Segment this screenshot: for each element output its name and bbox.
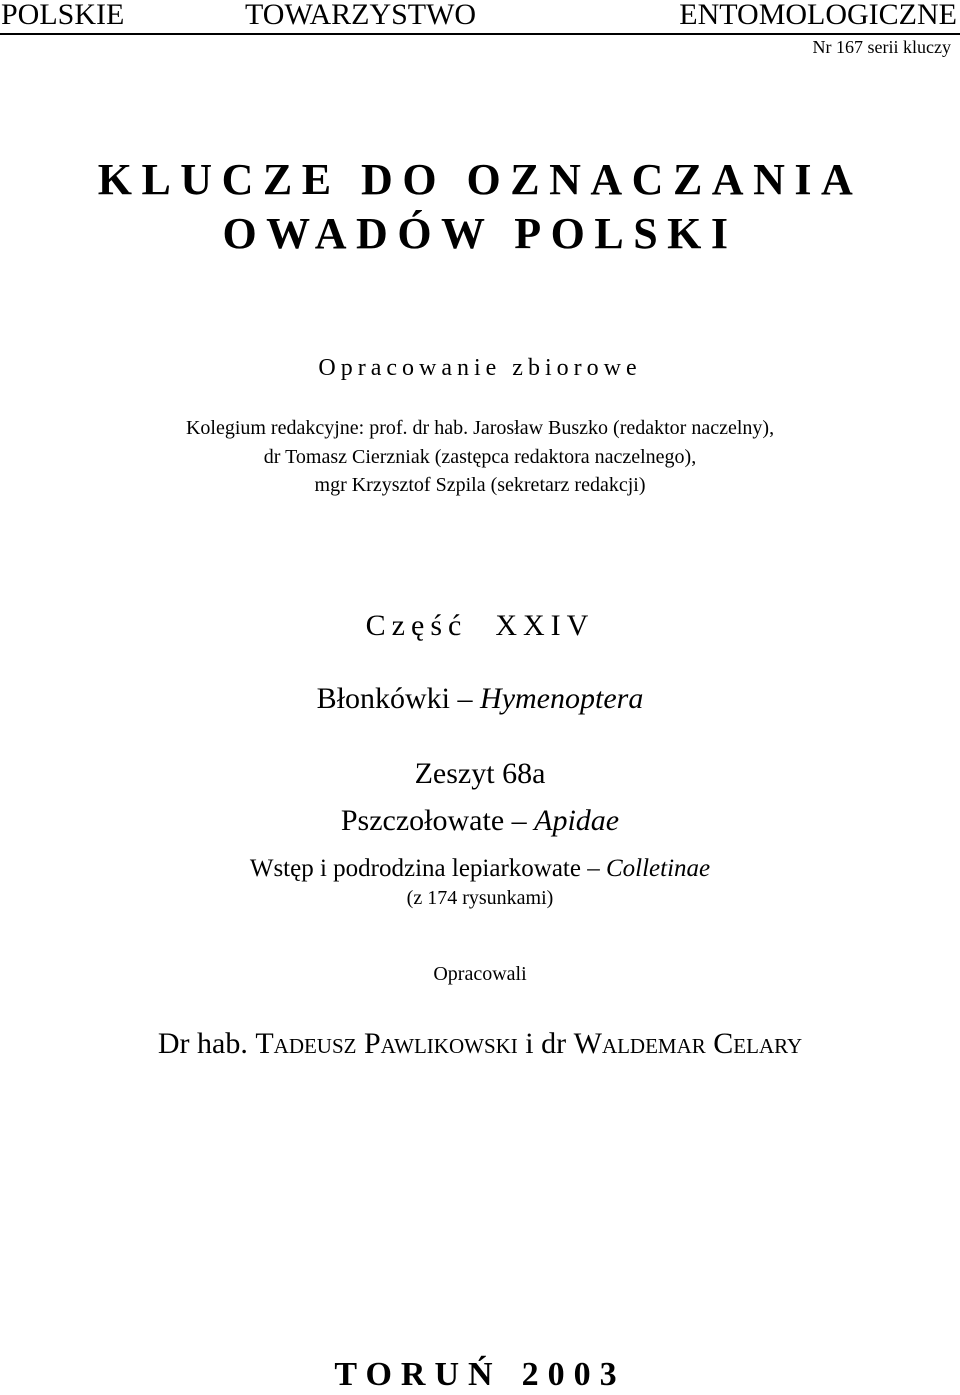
title-line-1: KLUCZE DO OZNACZANIA: [97, 155, 863, 204]
part-number: XXIV: [495, 609, 595, 642]
family-polish: Pszczołowate –: [340, 804, 535, 837]
author-1-title: Dr hab.: [157, 1027, 256, 1060]
publication-city: TORUŃ: [334, 1356, 502, 1393]
volume-number: Zeszyt 68a: [414, 757, 546, 790]
order-latin: Hymenoptera: [480, 682, 644, 715]
publisher-word-1: POLSKIE: [1, 0, 125, 31]
subfamily-line: [0, 854, 960, 884]
header-rule: [0, 33, 960, 35]
series-number: Nr 167 serii kluczy: [812, 37, 951, 57]
collective-work-subtitle: Opracowanie zbiorowe: [318, 355, 642, 381]
title-line-2: OWADÓW POLSKI: [222, 209, 738, 258]
author-connector: i dr: [517, 1027, 574, 1060]
family-name: [0, 803, 960, 839]
publisher-word-2: TOWARZYSTWO: [245, 0, 477, 31]
author-1-first-name: Tadeusz: [255, 1027, 357, 1060]
authors-line: [0, 1026, 960, 1062]
author-2-first-name: Waldemar: [573, 1027, 706, 1060]
subfamily-polish: Wstęp i podrodzina lepiarkowate –: [249, 855, 606, 882]
figures-note: (z 174 rysunkami): [406, 887, 554, 909]
family-latin: Apidae: [534, 804, 620, 837]
order-polish: Błonkówki –: [316, 682, 481, 715]
publisher-word-3: ENTOMOLOGICZNE: [679, 0, 957, 31]
editorial-board-line-2: dr Tomasz Cierzniak (zastępca redaktora naczelnego),: [263, 446, 697, 468]
prepared-by-label: Opracowali: [433, 963, 527, 985]
order-name: [0, 681, 960, 717]
subfamily-latin: Colletinae: [605, 855, 711, 882]
author-1-last-name: Pawlikowski: [363, 1027, 518, 1060]
publication-year: 2003: [521, 1356, 626, 1393]
editorial-board-line-3: mgr Krzysztof Szpila (sekretarz redakcji): [314, 474, 646, 496]
publisher-header: [0, 0, 960, 30]
part-label: Część: [365, 609, 468, 642]
part-heading: [0, 609, 960, 643]
place-and-year: [0, 1355, 960, 1395]
author-2-last-name: Celary: [713, 1027, 803, 1060]
editorial-board-line-1: Kolegium redakcyjne: prof. dr hab. Jarosław Buszko (redaktor naczelny),: [185, 417, 775, 439]
